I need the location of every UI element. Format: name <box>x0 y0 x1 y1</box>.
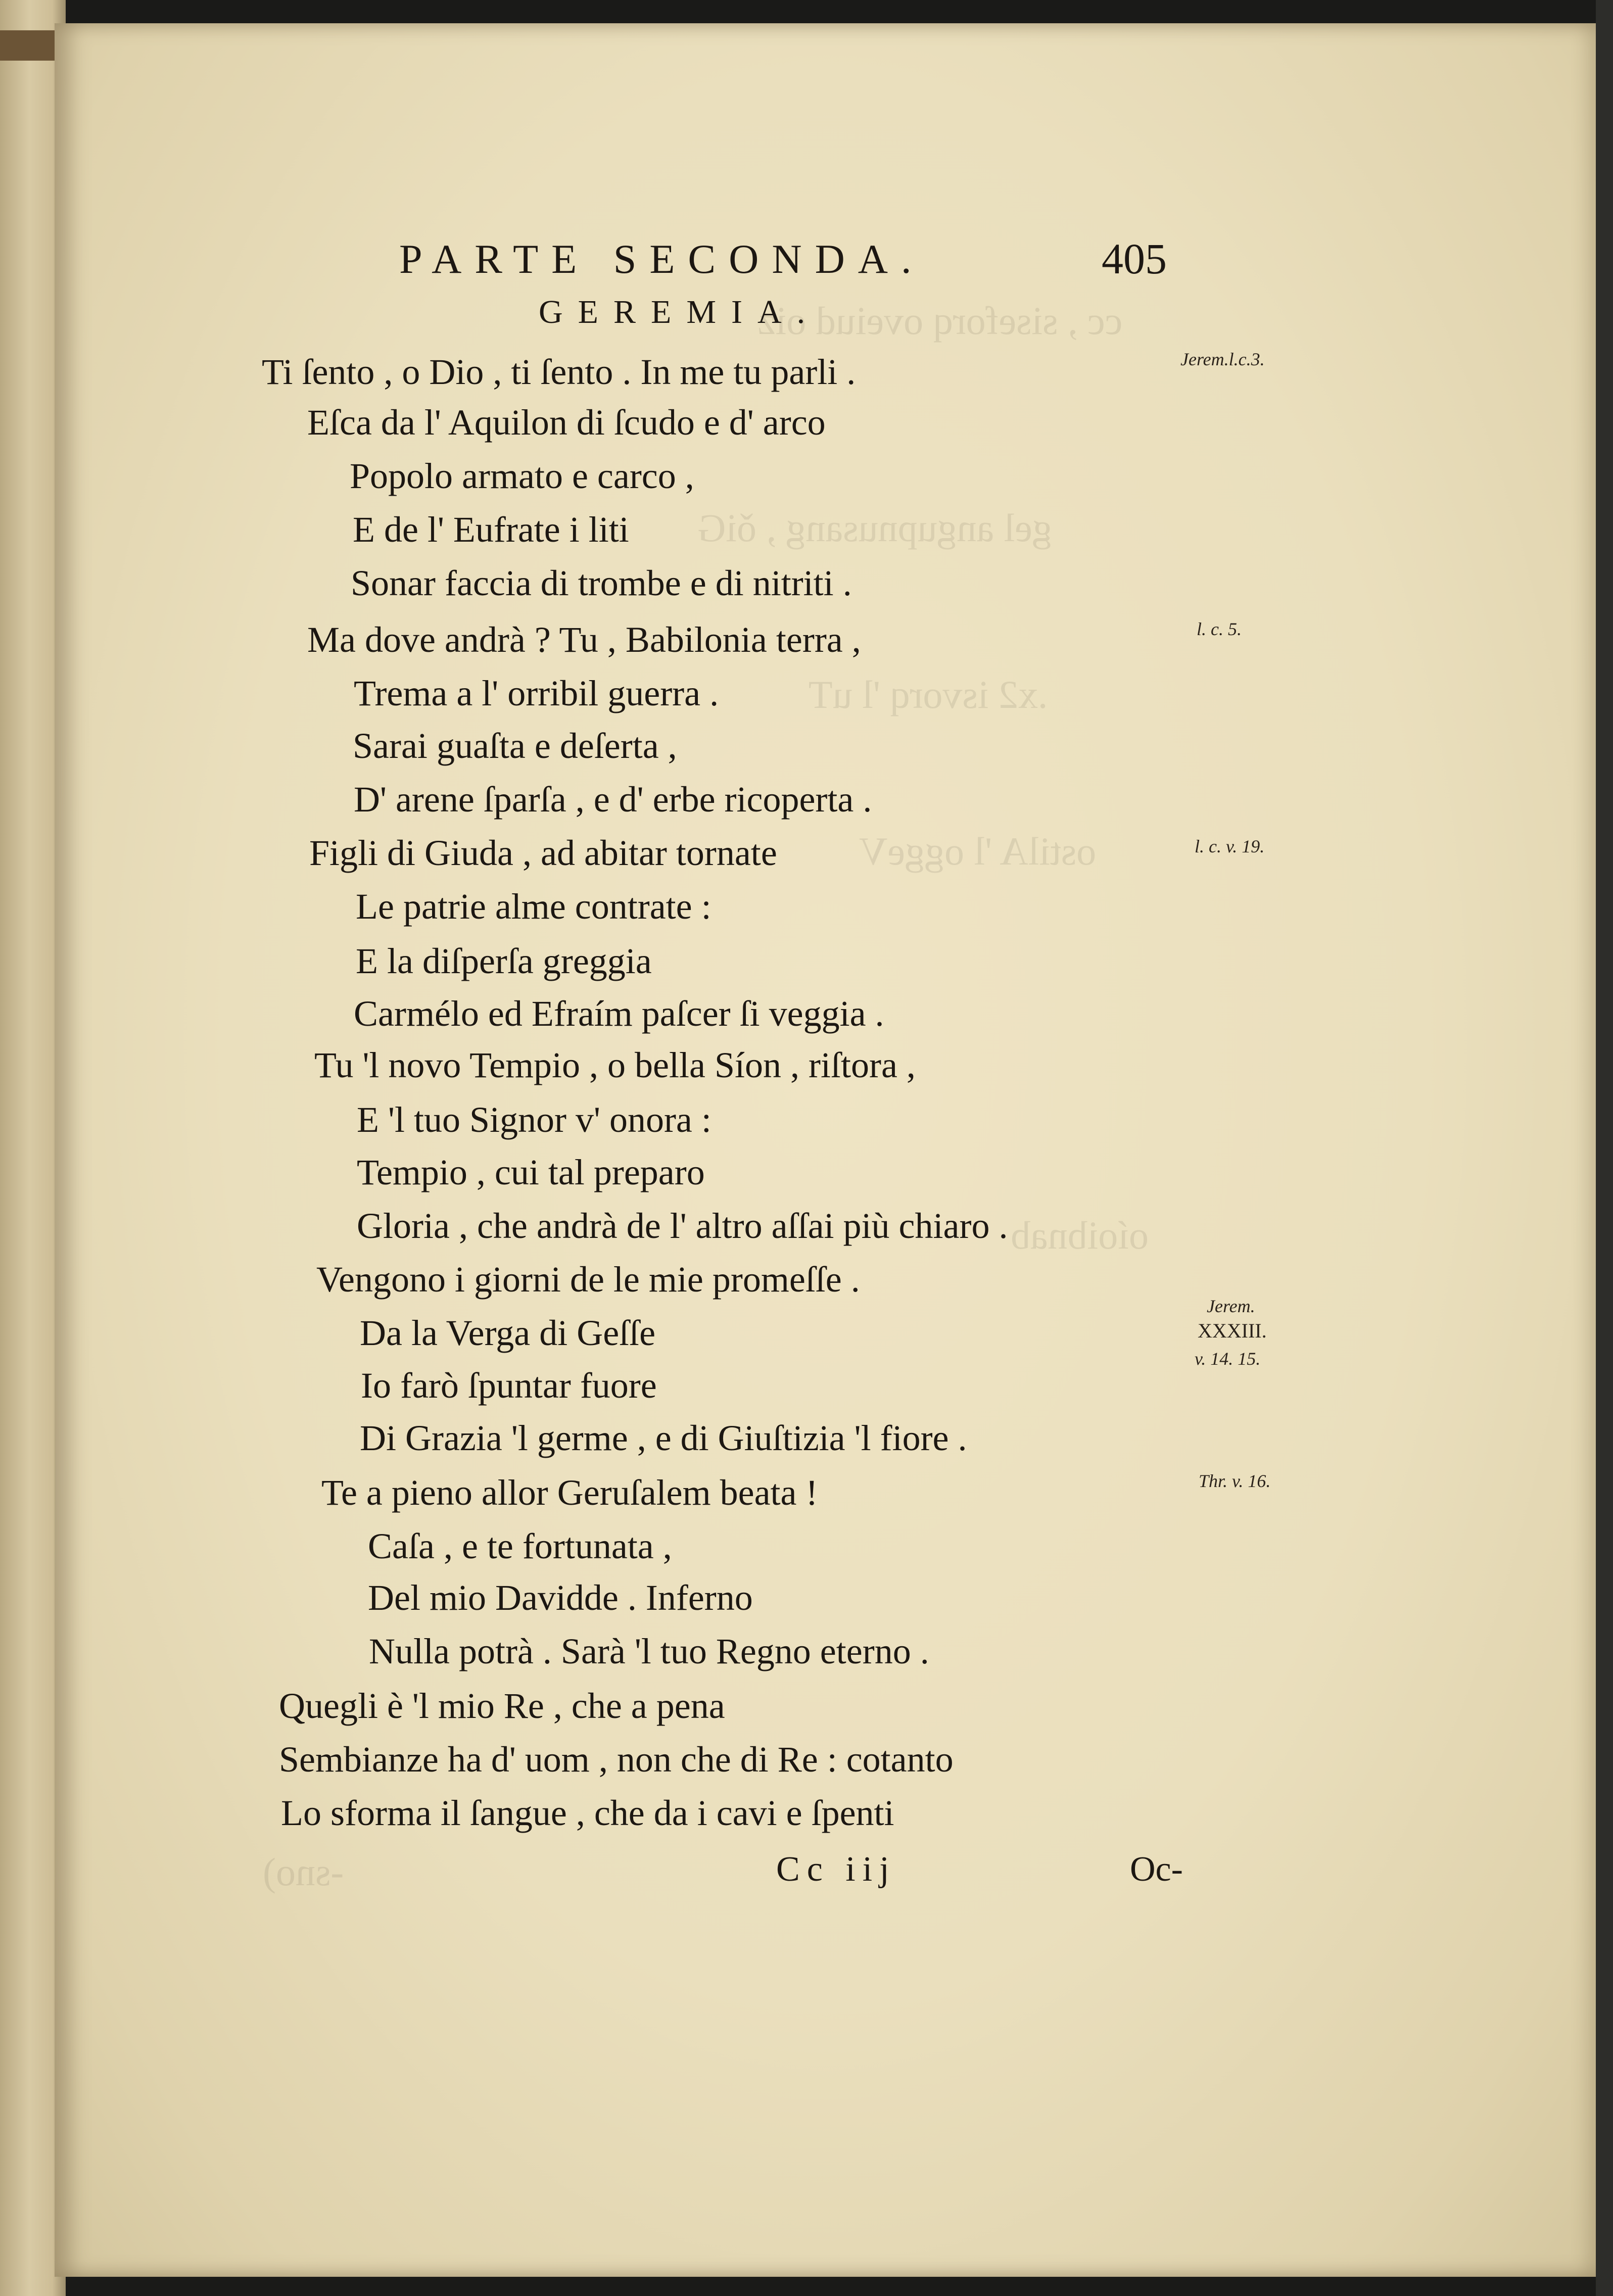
catchword: Oc- <box>1130 1850 1183 1889</box>
verse-line: E de l' Eufrate i liti <box>353 509 629 550</box>
verse-line: Trema a l' orribil guerra . <box>354 673 719 713</box>
show-through-decoration: oíoibnab <box>1011 1213 1149 1257</box>
verse-line: Figli di Giuda , ad abitar tornate <box>309 833 777 873</box>
verse-line: Tempio , cui tal preparo <box>357 1152 705 1192</box>
verse-line: Popolo armato e carco , <box>350 456 694 496</box>
show-through-decoration: -sno) <box>263 1850 344 1894</box>
show-through-decoration: ostilA 'l oggeV <box>859 829 1097 873</box>
verse-line: Tu 'l novo Tempio , o bella Síon , riſtora , <box>314 1045 916 1085</box>
signature-mark: Cc iij <box>776 1850 896 1889</box>
verse-line: Lo sforma il ſangue , che da i cavi e ſpenti <box>281 1793 894 1833</box>
margin-note: Thr. v. 16. <box>1199 1471 1271 1491</box>
show-through-decoration: cc , siseforq oveiud oiz <box>758 299 1123 343</box>
verse-line: Da la Verga di Geſſe <box>360 1313 656 1353</box>
verse-line: E la diſperſa greggia <box>356 941 652 981</box>
margin-note: XXXIII. <box>1198 1319 1267 1342</box>
verse-line: Le patrie alme contrate : <box>356 886 711 927</box>
verse-line: Sarai guaſta e deſerta , <box>353 726 677 766</box>
verse-line: Io farò ſpuntar fuore <box>361 1365 657 1406</box>
margin-note: v. 14. 15. <box>1195 1349 1261 1369</box>
verse-line: Di Grazia 'l germe , e di Giuſtizia 'l fiore . <box>360 1418 967 1458</box>
show-through-decoration: gel angupnusang , ǒiG <box>697 506 1052 550</box>
verse-line: Ma dove andrà ? Tu , Babilonia terra , <box>307 619 861 660</box>
speaker-heading: GEREMIA. <box>539 294 821 330</box>
page-number: 405 <box>1102 234 1167 283</box>
verse-line: D' arene ſparſa , e d' erbe ricoperta . <box>354 779 872 820</box>
verse-line: Sembianze ha d' uom , non che di Re : cotanto <box>279 1739 954 1780</box>
verse-line: Carmélo ed Efraím paſcer ſi veggia . <box>354 993 884 1034</box>
verse-line: Caſa , e te fortunata , <box>368 1526 672 1566</box>
running-title: PARTE SECONDA. <box>399 236 925 282</box>
verse-line: Ti ſento , o Dio , ti ſento . In me tu parli . <box>262 352 856 392</box>
margin-note: Jerem.l.c.3. <box>1180 349 1265 369</box>
verse-line: Nulla potrà . Sarà 'l tuo Regno eterno . <box>369 1631 929 1671</box>
margin-note: l. c. 5. <box>1197 619 1242 639</box>
verse-line: Te a pieno allor Geruſalem beata ! <box>321 1472 818 1513</box>
margin-note: Jerem. <box>1207 1296 1255 1316</box>
verse-line: Eſca da l' Aquilon di ſcudo e d' arco <box>307 402 826 443</box>
verse-line: Gloria , che andrà de l' altro aſſai più chiaro . <box>357 1206 1008 1246</box>
verse-line: E 'l tuo Signor v' onora : <box>357 1099 711 1140</box>
margin-note: l. c. v. 19. <box>1195 836 1265 856</box>
verse-line: Del mio Davidde . Inferno <box>368 1577 753 1618</box>
verse-line: Quegli è 'l mio Re , che a pena <box>279 1686 725 1726</box>
verse-line: Vengono i giorni de le mie promeſſe . <box>316 1259 860 1300</box>
verse-line: Sonar faccia di trombe e di nitriti . <box>351 563 852 603</box>
show-through-decoration: .x2 isvorq 'l uT <box>809 673 1048 716</box>
